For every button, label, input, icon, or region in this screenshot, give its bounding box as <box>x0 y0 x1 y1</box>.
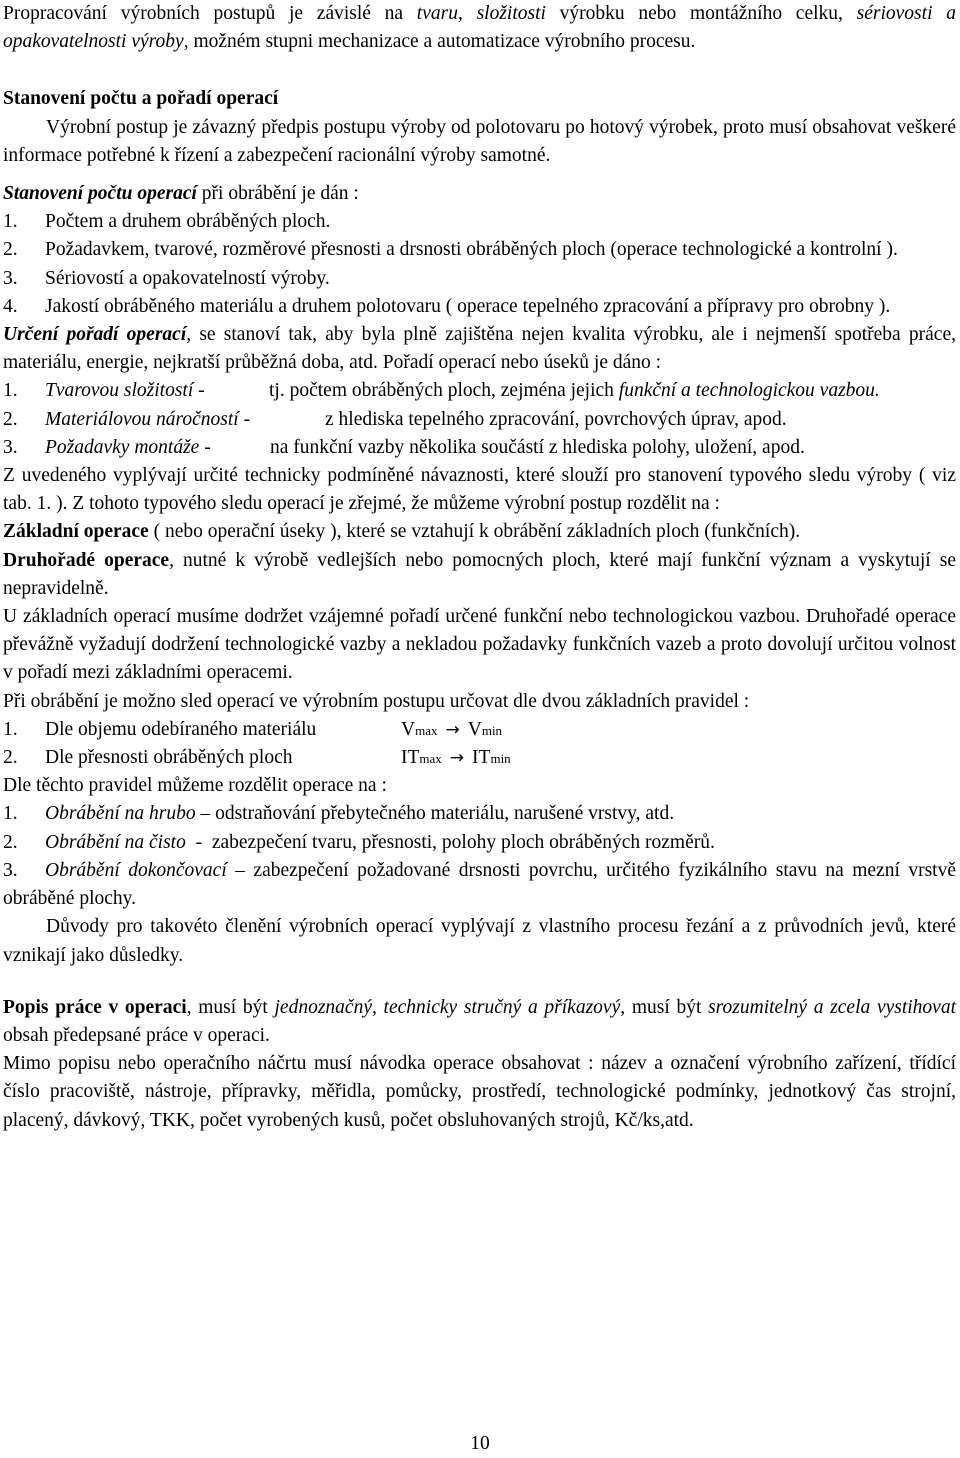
rule-text: Dle přesnosti obráběných ploch <box>45 747 293 769</box>
paragraph-reasons: Důvody pro takovéto členění výrobních operací vyplývají z vlastního procesu řezání a z průvodních jevů, které vznikají jako důsledky. <box>3 916 956 966</box>
list-text <box>45 800 956 828</box>
list-item <box>3 800 956 828</box>
heading-count-text: Stanovení počtu operací <box>3 183 197 205</box>
intro-text: Propracování výrobních postupů je závislé na <box>3 3 417 24</box>
list-number: 3. <box>3 436 18 458</box>
list-key: Požadavky montáže - <box>45 436 211 458</box>
right-arrow-icon: → <box>449 748 465 769</box>
list-number: 2. <box>3 239 18 261</box>
list-item <box>3 265 956 293</box>
section-heading-count <box>3 180 956 208</box>
description-italic: srozumitelný a zcela vystihovat <box>708 996 956 1018</box>
list-item <box>3 434 956 462</box>
list-number: 4. <box>3 295 18 317</box>
description-italic: jednoznačný, technicky stručný a příkazový, <box>274 996 626 1018</box>
heading-order-text: Určení pořadí operací <box>3 324 187 346</box>
paragraph-typical-sequence: Z uvedeného vyplývají určité technicky podmíněné návaznosti, které slouží pro stanovení typového sledu výroby ( viz tab. 1. ). Z tohoto typového sledu operací je zřejmé, že můžeme výrobní postup rozdělit na : <box>3 465 956 515</box>
list-text: na funkční vazby několika součástí z hlediska polohy, uložení, apod. <box>270 436 805 458</box>
description-text: obsah předepsané práce v operaci. <box>3 1024 270 1046</box>
document-page <box>3 0 956 1135</box>
description-head: Popis práce v operaci <box>3 996 187 1018</box>
rule-item <box>3 744 956 772</box>
list-number: 3. <box>3 267 18 289</box>
list-key: Tvarovou složitostí - <box>45 380 205 402</box>
intro-text: výrobku nebo montážního celku, <box>545 3 857 24</box>
list-item <box>3 293 956 321</box>
paragraph-divide: Dle těchto pravidel můžeme rozdělit operace na : <box>3 775 387 797</box>
list-text-pre: tj. počtem obráběných ploch, zejména jejich <box>269 380 619 402</box>
rule-formula: V max → V min <box>401 716 502 744</box>
list-number: 1. <box>3 211 18 233</box>
paragraph-operations-order: U základních operací musíme dodržet vzájemné pořadí určené funkční nebo technologickou vazbou. Druhořadé operace převážně vyžadují dodržení technologické vazby a nekladou požadavky funkčních vazeb a proto dovolují určitou volnost v pořadí mezi základními operacemi. <box>3 606 956 684</box>
kind-text: – odstraňování přebytečného materiálu, narušené vrstvy, atd. <box>195 803 675 825</box>
description-text: musí být <box>625 996 709 1018</box>
page-number: 10 <box>470 1433 490 1454</box>
intro-italic-shape: tvaru, složitosti <box>416 3 546 24</box>
list-text <box>269 377 956 405</box>
list-number: 1. <box>3 718 18 740</box>
list-item-wrapping <box>3 857 956 913</box>
heading-count-rest: při obrábění je dán : <box>196 183 359 205</box>
list-number: 1. <box>3 803 18 825</box>
intro-italic-series: sériovosti a opakovatelnosti výroby <box>3 3 956 53</box>
section-paragraph-order <box>3 321 956 377</box>
list-number: 3. <box>3 859 18 881</box>
intro-text: , možném stupni mechanizace a automatizace výrobního procesu. <box>183 31 696 53</box>
secondary-operations-head: Druhořadé operace <box>3 549 170 571</box>
list-item <box>3 829 956 857</box>
paragraph-secondary-operations <box>3 547 956 603</box>
list-number: 2. <box>3 831 18 853</box>
rule-formula: IT max → IT min <box>401 744 511 772</box>
section-heading-operations <box>3 85 956 113</box>
formula-symbol: IT <box>472 747 491 769</box>
heading-text: Stanovení počtu a pořadí operací <box>3 88 279 110</box>
list-text <box>45 829 956 857</box>
kind-text: – zabezpečení požadované drsnosti povrchu, určitého fyzikálního stavu na mezní vrstvě obráběné plochy. <box>3 859 956 910</box>
formula-symbol: IT <box>401 747 420 769</box>
list-text: Jakostí obráběného materiálu a druhem polotovaru ( operace tepelného zpracování a přípravy pro obrobny ). <box>45 295 891 317</box>
rule-text: Dle objemu odebíraného materiálu <box>45 718 317 740</box>
secondary-operations-text: , nutné k výrobě vedlejších nebo pomocných ploch, které mají funkční význam a vyskytují se nepravidelně. <box>3 549 956 599</box>
list-number: 2. <box>3 747 18 769</box>
order-text: , se stanoví tak, aby byla plně zajištěna nejen kvalita výrobku, ale i nejmenší spotřeba práce, materiálu, energie, nejkratší průběžná doba, atd. Pořadí operací nebo úseků je dáno : <box>3 324 956 374</box>
list-text: z hlediska tepelného zpracování, povrchových úprav, apod. <box>325 408 787 430</box>
paragraph-description <box>3 994 956 1050</box>
formula-symbol: V <box>401 718 416 740</box>
kind-key: Obrábění na čisto <box>45 831 186 853</box>
basic-operations-head: Základní operace <box>3 521 149 543</box>
list-text-italic: funkční a technologickou vazbou. <box>618 380 880 402</box>
kind-key: Obrábění na hrubo <box>45 803 196 825</box>
list-item <box>3 406 956 434</box>
section-paragraph-operations: Výrobní postup je závazný předpis postupu výroby od polotovaru po hotový výrobek, proto musí obsahovat veškeré informace potřebné k řízení a zabezpečení racionální výroby samotné. <box>3 116 956 166</box>
list-key: Materiálovou náročností - <box>45 408 251 430</box>
paragraph-operation-sheet: Mimo popisu nebo operačního náčrtu musí návodka operace obsahovat : název a označení výrobního zařízení, třídící číslo pracoviště, nástroje, přípravky, měřidla, pomůcky, prostředí, technologické podmínky, jednotkový čas strojní, placený, dávkový, TKK, počet vyrobených kusů, počet obsluhovaných strojů, Kč/ks,atd. <box>3 1053 956 1131</box>
list-item <box>3 236 956 264</box>
list-number: 1. <box>3 380 18 402</box>
rule-item <box>3 716 956 744</box>
list-text: Požadavkem, tvarové, rozměrové přesnosti a drsnosti obráběných ploch (operace technologické a kontrolní ). <box>45 239 898 261</box>
list-text: Počtem a druhem obráběných ploch. <box>45 211 331 233</box>
kind-text: - zabezpečení tvaru, přesnosti, polohy ploch obráběných rozměrů. <box>185 831 715 853</box>
paragraph-rules-intro: Při obrábění je možno sled operací ve výrobním postupu určovat dle dvou základních pravidel : <box>3 690 750 712</box>
right-arrow-icon: → <box>445 719 460 740</box>
list-text: Sériovostí a opakovatelností výroby. <box>45 267 330 289</box>
intro-paragraph <box>3 0 956 56</box>
list-number: 2. <box>3 408 18 430</box>
basic-operations-text: ( nebo operační úseky ), které se vztahují k obrábění základních ploch (funkčních). <box>148 521 801 543</box>
kind-key: Obrábění dokončovací <box>45 859 227 881</box>
list-item <box>3 208 956 236</box>
paragraph-basic-operations <box>3 518 956 546</box>
formula-symbol: V <box>467 718 482 740</box>
description-text: , musí být <box>186 996 275 1018</box>
list-item <box>3 377 956 405</box>
